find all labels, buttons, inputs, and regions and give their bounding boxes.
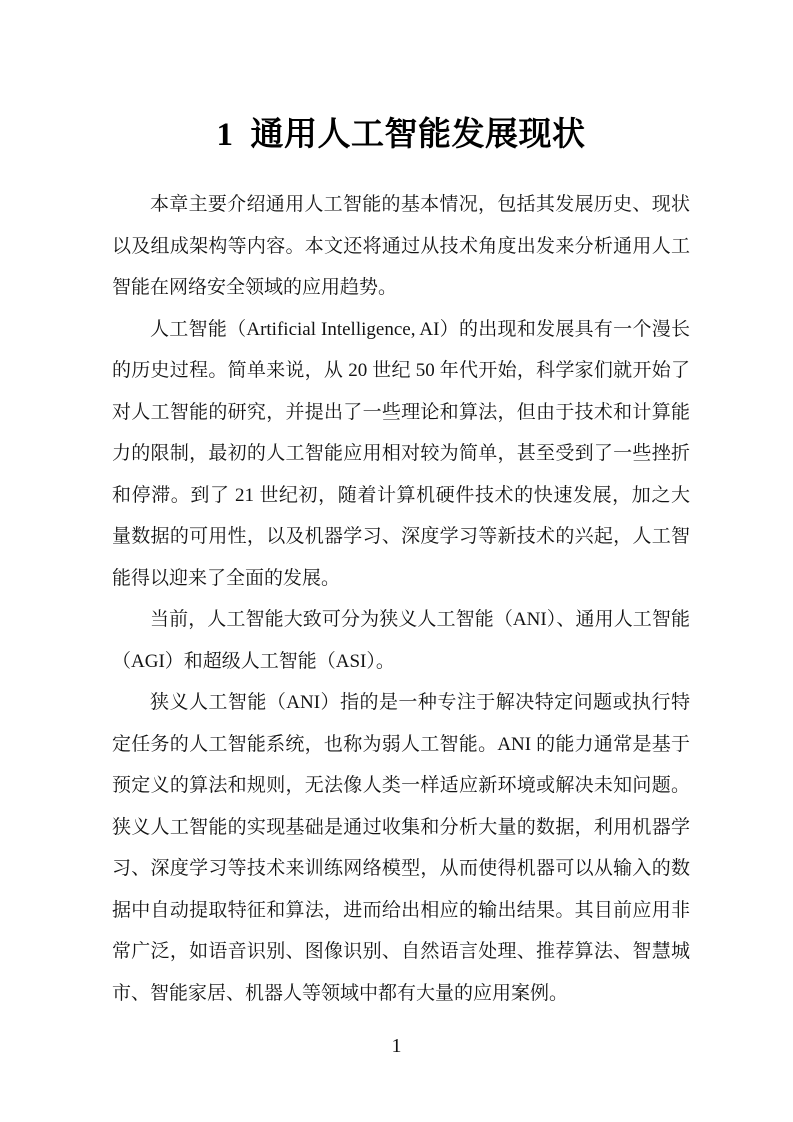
page-title	[112, 112, 690, 158]
paragraph-ai-classification: 当前，人工智能大致可分为狭义人工智能（ANI）、通用人工智能（AGI）和超级人工智能（ASI）。	[112, 609, 690, 672]
paragraph-ani-description: 狭义人工智能（ANI）指的是一种专注于解决特定问题或执行特定任务的人工智能系统，也称为弱人工智能。ANI 的能力通常是基于预定义的算法和规则，无法像人类一样适应新环境或解决未知问题。狭义人工智能的实现基础是通过收集和分析大量的数据，利用机器学习、深度学习等技术来训练网络模型，从而使得机器可以从输入的数据中自动提取特征和算法，进而给出相应的输出结果。其目前应用非常广泛，如语音识别、图像识别、自然语言处理、推荐算法、智慧城市、智能家居、机器人等领域中都有大量的应用案例。	[112, 692, 690, 1004]
document-body	[112, 184, 690, 1014]
paragraph-ai-history: 人工智能（Artificial Intelligence, AI）的出现和发展具有一个漫长的历史过程。简单来说，从 20 世纪 50 年代开始，科学家们就开始了对人工智能的研究，并提出了一些理论和算法，但由于技术和计算能力的限制，最初的人工智能应用相对较为简单，甚至受到了一些挫折和停滞。到了 21 世纪初，随着计算机硬件技术的快速发展，加之大量数据的可用性，以及机器学习、深度学习等新技术的兴起，人工智能得以迎来了全面的发展。	[112, 318, 690, 589]
title-text: 通用人工智能发展现状	[250, 117, 586, 153]
page-number: 1	[391, 1035, 402, 1057]
title-number: 1	[216, 117, 234, 153]
paragraph-chapter-intro: 本章主要介绍通用人工智能的基本情况，包括其发展历史、现状以及组成架构等内容。本文还将通过从技术角度出发来分析通用人工智能在网络安全领域的应用趋势。	[112, 194, 690, 298]
